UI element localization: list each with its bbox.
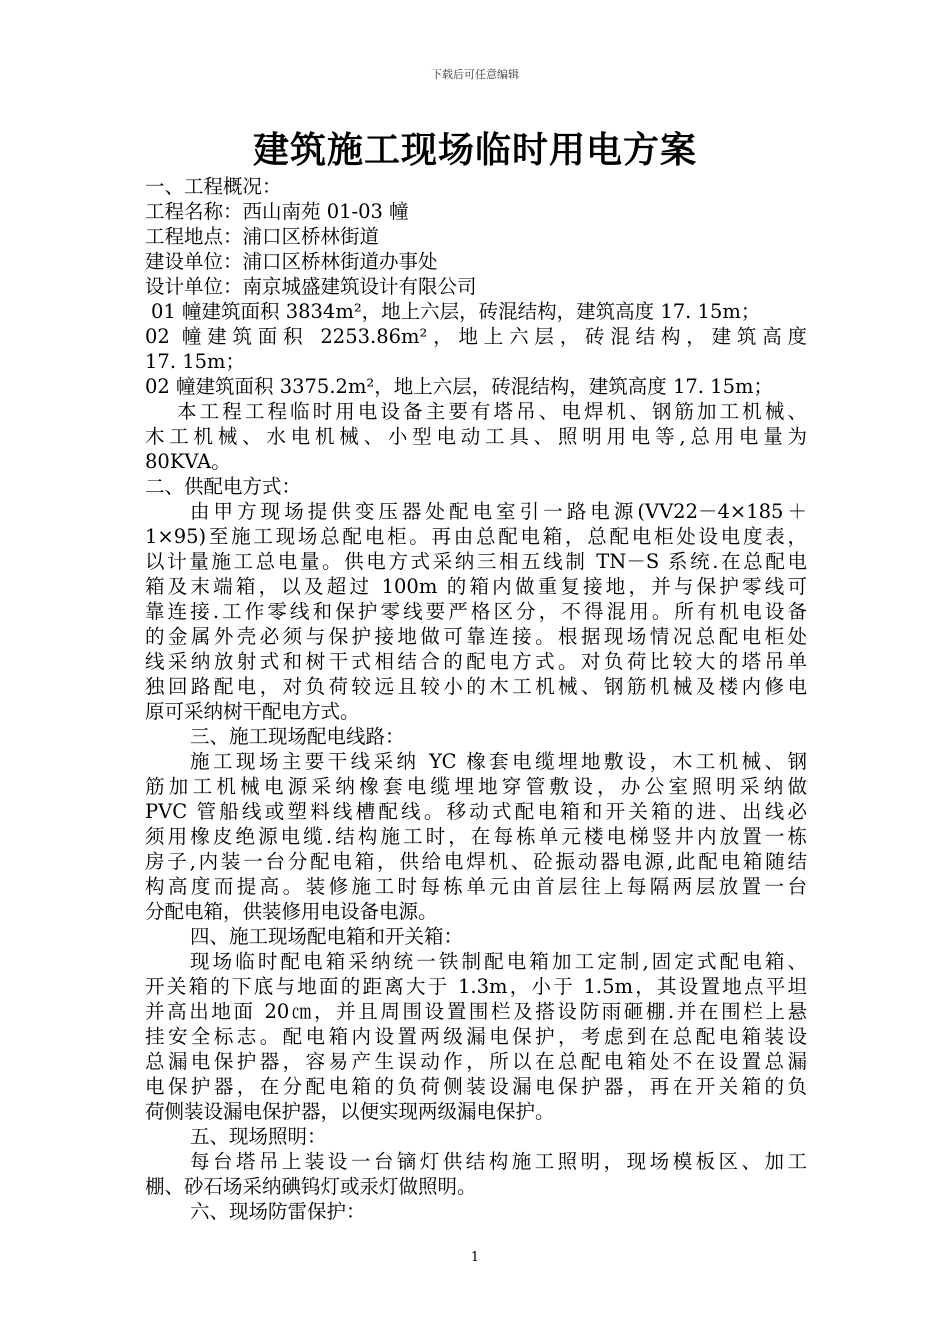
paragraph-line: 荷侧装设漏电保护器，以便实现两级漏电保护。	[145, 1100, 555, 1123]
paragraph-line: 原可采纳树干配电方式。	[145, 700, 360, 723]
paragraph-line: 80KVA。	[145, 450, 231, 473]
paragraph-line: 须用橡皮绝源电缆.结构施工时，在每栋单元楼电梯竖井内放置一栋	[145, 825, 807, 848]
construction-unit-line: 建设单位：浦口区桥林街道办事处	[145, 250, 438, 273]
design-unit-line: 设计单位：南京城盛建筑设计有限公司	[145, 275, 477, 298]
paragraph-line: 每台塔吊上装设一台镝灯供结构施工照明，现场模板区、加工	[190, 1150, 807, 1173]
document-body	[145, 174, 807, 1224]
paragraph-line: 分配电箱，供装修用电设备电源。	[145, 900, 438, 923]
project-location-line: 工程地点：浦口区桥林街道	[145, 225, 380, 248]
paragraph-line: 挂安全标志。配电箱内设置两级漏电保护，考虑到在总配电箱装设	[145, 1025, 807, 1048]
page-number: 1	[470, 1250, 480, 1265]
paragraph-line: 独回路配电，对负荷较远且较小的木工机械、钢筋机械及楼内修电	[145, 675, 807, 698]
paragraph-line: 靠连接.工作零线和保护零线要严格区分，不得混用。所有机电设备	[145, 600, 807, 623]
paragraph-line: 开关箱的下底与地面的距离大于 1.3m，小于 1.5m，其设置地点平坦	[145, 975, 807, 998]
paragraph-line: 木工机械、水电机械、小型电动工具、照明用电等,总用电量为	[145, 425, 807, 448]
section-heading-lighting: 五、现场照明：	[190, 1125, 327, 1148]
building-03-line: 02 幢建筑面积 3375.2m²，地上六层，砖混结构，建筑高度 17. 15m；	[145, 375, 773, 398]
header-note: 下载后可任意编辑	[431, 68, 519, 81]
paragraph-line: 施工现场主要干线采纳 YC 橡套电缆埋地敷设，木工机械、钢	[190, 750, 807, 773]
paragraph-line: 由甲方现场提供变压器处配电室引一路电源(VV22－4×185＋	[190, 500, 807, 523]
section-heading-power-supply: 二、供配电方式：	[145, 475, 302, 498]
paragraph-line: 本工程工程临时用电设备主要有塔吊、电焊机、钢筋加工机械、	[177, 400, 807, 423]
project-name-line: 工程名称：西山南苑 01-03 幢	[145, 200, 409, 223]
paragraph-line: 房子,内装一台分配电箱，供给电焊机、砼振动器电源,此配电箱随结	[145, 850, 807, 873]
paragraph-line: 1×95)至施工现场总配电柜。再由总配电箱，总配电柜处设电度表，	[145, 525, 807, 548]
document-title: 建筑施工现场临时用电方案	[252, 129, 697, 171]
paragraph-line: 筋加工机械电源采纳橡套电缆埋地穿管敷设，办公室照明采纳做	[145, 775, 807, 798]
section-heading-overview: 一、工程概况：	[145, 175, 282, 198]
paragraph-line: 的金属外壳必须与保护接地做可靠连接。根据现场情况总配电柜处	[145, 625, 807, 648]
building-02-line: 02 幢建筑面积 2253.86m²，地上六层，砖混结构，建筑高度	[145, 325, 807, 348]
building-02-height-line: 17. 15m；	[145, 350, 246, 373]
section-heading-lightning-protection: 六、现场防雷保护：	[190, 1200, 366, 1223]
building-01-line: 01 幢建筑面积 3834m²，地上六层，砖混结构，建筑高度 17. 15m；	[151, 300, 761, 323]
section-heading-distribution-boxes: 四、施工现场配电箱和开关箱：	[190, 925, 464, 948]
paragraph-line: 电保护器，在分配电箱的负荷侧装设漏电保护器，再在开关箱的负	[145, 1075, 807, 1098]
paragraph-line: 以计量施工总电量。供电方式采纳三相五线制 TN－S 系统.在总配电	[145, 550, 807, 573]
paragraph-line: 总漏电保护器，容易产生误动作，所以在总配电箱处不在设置总漏	[145, 1050, 807, 1073]
paragraph-line: 现场临时配电箱采纳统一铁制配电箱加工定制,固定式配电箱、	[190, 950, 807, 973]
paragraph-line: 构高度而提高。装修施工时每栋单元由首层往上每隔两层放置一台	[145, 875, 807, 898]
paragraph-line: 棚、砂石场采纳碘钨灯或汞灯做照明。	[145, 1175, 477, 1198]
paragraph-line: 并高出地面 20㎝，并且周围设置围栏及搭设防雨砸棚.并在围栏上悬	[145, 1000, 807, 1023]
paragraph-line: PVC 管船线或塑料线槽配线。移动式配电箱和开关箱的进、出线必	[145, 800, 807, 823]
paragraph-line: 线采纳放射式和树干式相结合的配电方式。对负荷比较大的塔吊单	[145, 650, 807, 673]
paragraph-line: 箱及末端箱，以及超过 100m 的箱内做重复接地，并与保护零线可	[145, 575, 807, 598]
section-heading-distribution-lines: 三、施工现场配电线路：	[190, 725, 405, 748]
